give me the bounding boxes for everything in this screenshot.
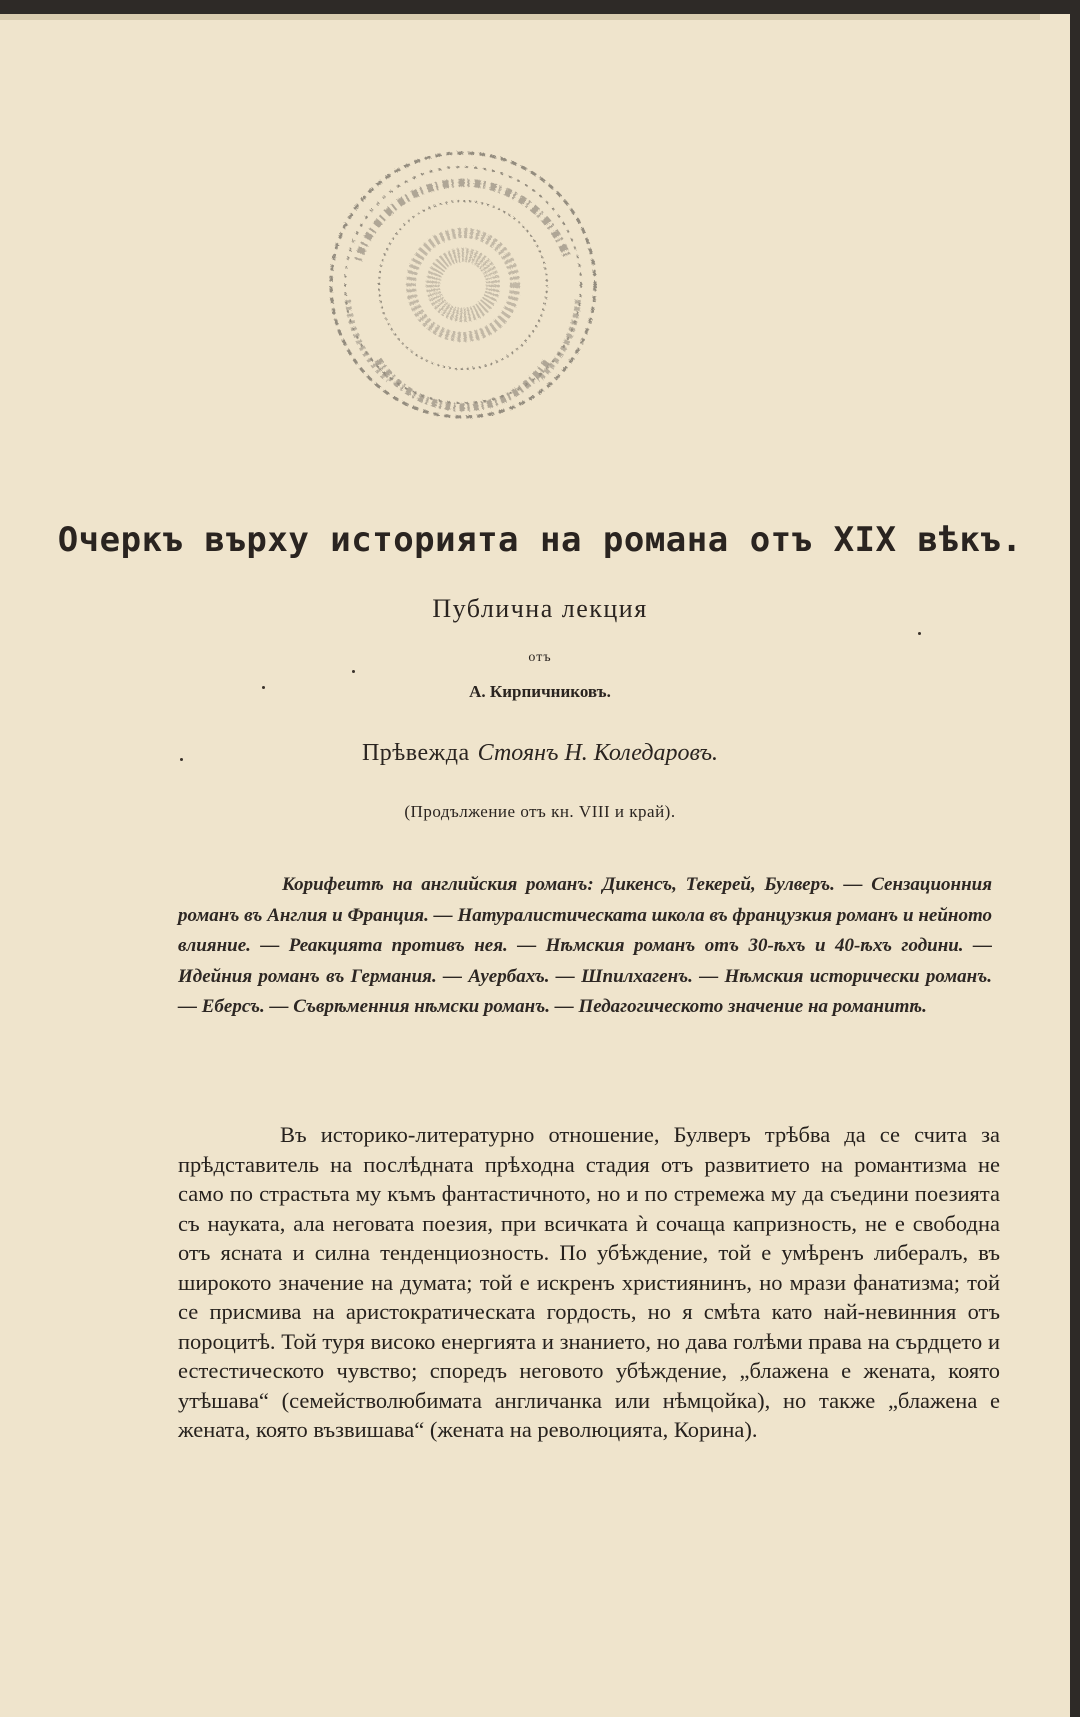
paper-speck: [352, 670, 355, 673]
translator-line: [0, 740, 1080, 767]
translator-label: Прѣвежда: [361, 740, 470, 766]
scan-right-edge: [1070, 0, 1080, 1717]
byline-preposition: отъ: [528, 650, 552, 665]
continuation-note: (Продължение отъ кн. VIII и край).: [404, 802, 676, 821]
article-title: Очеркъ върху историята на романа отъ XIX вѣкъ.: [57, 520, 1023, 560]
paper-speck: [918, 632, 921, 635]
author-name: А. Кирпичниковъ.: [469, 682, 611, 701]
article-subtitle: Публична лекция: [432, 594, 648, 623]
scan-page-fold: [0, 14, 1040, 20]
library-stamp: [318, 140, 608, 430]
chapter-summary: Корифеитѣ на английския романъ: Дикенсъ, Текерей, Булверъ. — Сензационния романъ въ Англия и Франция. — Натуралистическата школа въ французкия романъ и нейното влияние. — Реакцията противъ нея. — Нѣмския романъ отъ 30-ѣхъ и 40-ѣхъ години. — Идейния романъ въ Германия. — Ауербахъ. — Шпилхагенъ. — Нѣмския исторически романъ. — Еберсъ. — Съврѣменния нѣмски романъ. — Педагогическото значение на романитѣ.: [178, 874, 992, 1017]
paper-speck: [262, 686, 265, 689]
paper-speck: [180, 758, 183, 761]
translator-name: Стоянъ Н. Коледаровъ.: [477, 740, 719, 766]
scan-top-edge: [0, 0, 1080, 14]
body-paragraph: Въ историко-литературно отношение, Булверъ трѣбва да се счита за прѣдставитель на послѣдната прѣходна стадия отъ развитието на романтизма не само по страстьта му къмъ фантастичното, но и по стремежа му да съедини поезията съ науката, ала неговата поезия, при всичката ѝ сочаща капризность, не е свободна отъ ясната и силна тенденциозность. По убѣждение, той е умѣренъ либералъ, въ широкото значение на думата; той е искренъ християнинъ, но мрази фанатизма; той се присмива на аристократическата гордость, но я смѣта като най-невинния отъ пороцитѣ. Той туря високо енергията и знанието, но дава голѣми права на сърдцето и естестическото чувство; споредъ неговото убѣждение, „блажена е жената, която утѣшава“ (семействолюбимата англичанка или нѣмцойка), но также „блажена е жената, която възвишава“ (жената на революцията, Корина).: [178, 1122, 1000, 1442]
